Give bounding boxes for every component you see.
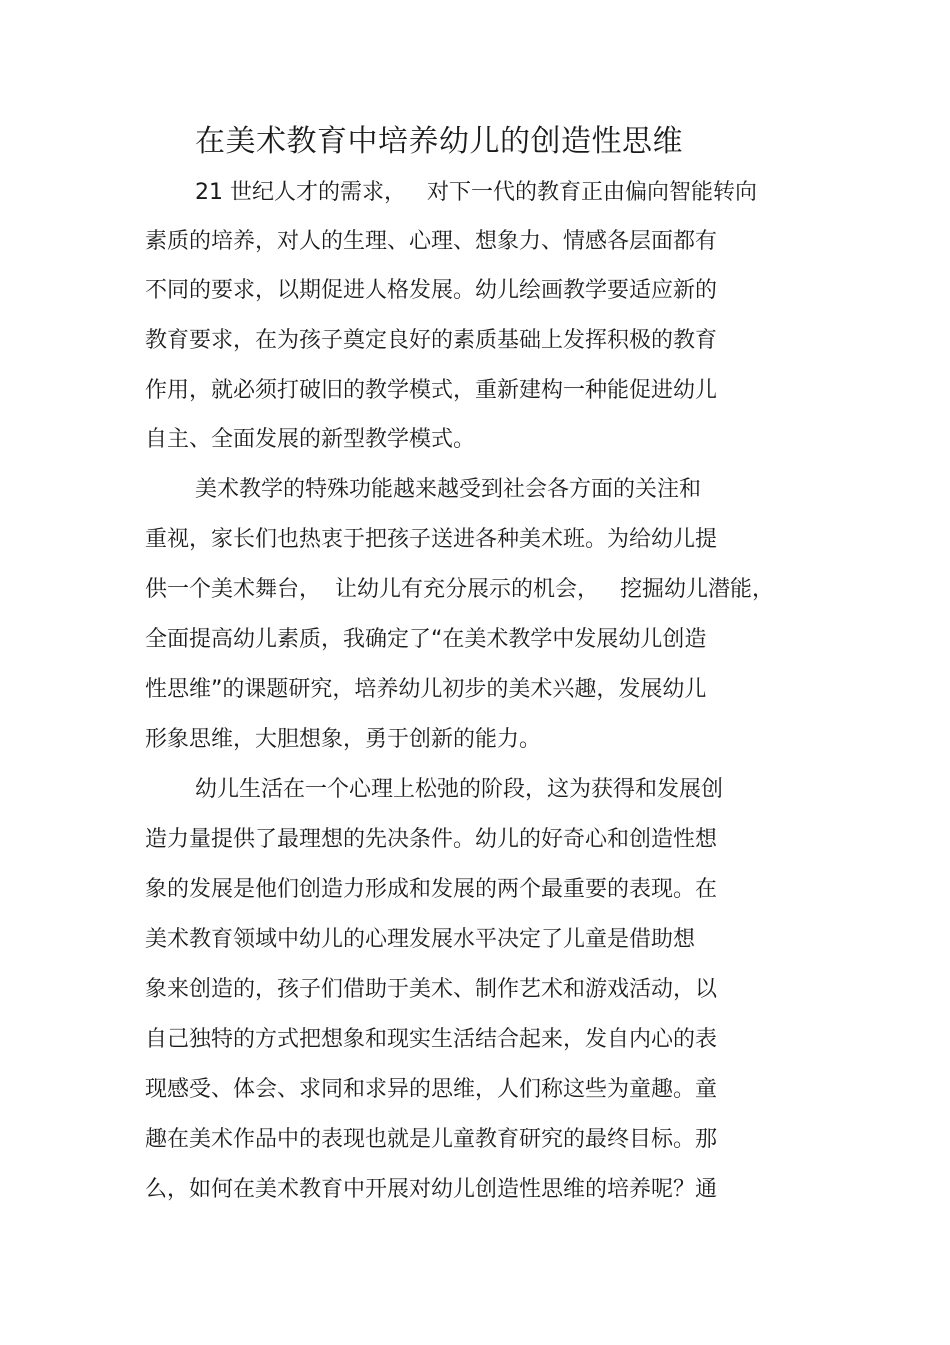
text-line-9: 供一个美术舞台， 让幼儿有充分展示的机会， 挖掘幼儿潜能，	[145, 577, 774, 602]
text-line-1: 21 世纪人才的需求， 对下一代的教育正由偏向智能转向	[195, 180, 757, 205]
text-line-4: 教育要求，在为孩子奠定良好的素质基础上发挥积极的教育	[145, 328, 718, 353]
text-line-14: 造力量提供了最理想的先决条件。幼儿的好奇心和创造性想	[145, 827, 718, 852]
text-line-11: 性思维”的课题研究，培养幼儿初步的美术兴趣，发展幼儿	[145, 677, 707, 702]
text-line-21: 么，如何在美术教育中开展对幼儿创造性思维的培养呢？通	[145, 1177, 718, 1202]
text-line-6: 自主、全面发展的新型教学模式。	[145, 427, 476, 452]
text-line-19: 现感受、体会、求同和求异的思维，人们称这些为童趣。童	[145, 1077, 718, 1102]
text-line-13: 幼儿生活在一个心理上松弛的阶段，这为获得和发展创	[195, 777, 724, 802]
text-line-3: 不同的要求，以期促进人格发展。幼儿绘画教学要适应新的	[145, 278, 718, 303]
text-line-10: 全面提高幼儿素质，我确定了“在美术教学中发展幼儿创造	[145, 627, 707, 652]
text-line-8: 重视，家长们也热衷于把孩子送进各种美术班。为给幼儿提	[145, 527, 718, 552]
text-line-16: 美术教育领域中幼儿的心理发展水平决定了儿童是借助想	[145, 927, 696, 952]
document-title: 在美术教育中培养幼儿的创造性思维	[195, 124, 683, 159]
text-line-7: 美术教学的特殊功能越来越受到社会各方面的关注和	[195, 477, 702, 502]
text-line-12: 形象思维，大胆想象，勇于创新的能力。	[145, 727, 542, 752]
text-line-15: 象的发展是他们创造力形成和发展的两个最重要的表现。在	[145, 877, 718, 902]
text-line-5: 作用，就必须打破旧的教学模式，重新建构一种能促进幼儿	[145, 378, 718, 403]
text-line-2: 素质的培养，对人的生理、心理、想象力、情感各层面都有	[145, 229, 718, 254]
text-line-17: 象来创造的，孩子们借助于美术、制作艺术和游戏活动，以	[145, 977, 718, 1002]
text-line-20: 趣在美术作品中的表现也就是儿童教育研究的最终目标。那	[145, 1127, 718, 1152]
text-line-18: 自己独特的方式把想象和现实生活结合起来，发自内心的表	[145, 1027, 718, 1052]
